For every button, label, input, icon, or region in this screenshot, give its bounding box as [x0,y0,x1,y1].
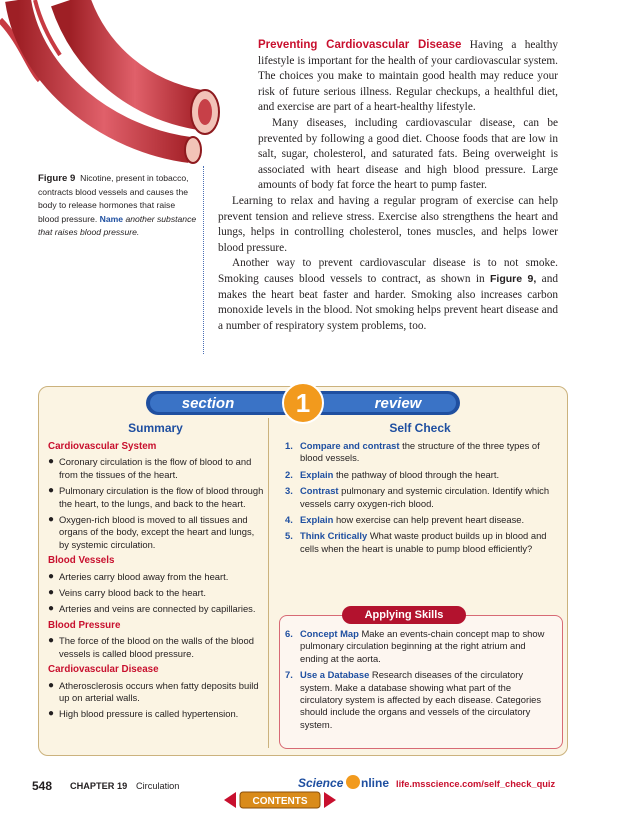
summary-item-text: The force of the blood on the walls of the blood vessels is called blood pressure. [59,635,254,659]
summary-item: ● Arteries and veins are connected by capillaries. [48,603,256,615]
self-check-question: 1. Compare and contrast the structure of the three types of blood vessels. [285,440,540,464]
paragraph-4-a: Another way to prevent cardiovascular disease is to not smoke. Smoking causes blood vessels to contract, as shown in [218,257,558,285]
caption-divider [203,166,204,354]
chapter-label: CHAPTER 19 [70,781,128,791]
summary-heading: Cardiovascular System [48,441,157,452]
summary-item-text: Coronary circulation is the flow of blood to and from the tissues of the heart. [59,456,252,480]
applying-skills-list [285,628,555,735]
summary-item: ● The force of the blood on the walls of the blood vessels is called blood pressure. [48,635,254,659]
self-check-title: Self Check [389,421,451,435]
summary-item-text: Pulmonary circulation is the flow of blood through the heart, to the lungs, and back to the heart. [59,485,264,509]
summary-item: ● Atherosclerosis occurs when fatty deposits build up on arterial walls. [48,679,259,703]
body-text [218,38,558,334]
caption-name-text: another substance that raises blood pressure. [38,213,197,238]
summary-item-text: Arteries carry blood away from the heart. [59,570,229,582]
chapter-title: Circulation [136,781,180,791]
self-check-question: 2. Explain the pathway of blood through the heart. [285,468,500,480]
summary-heading: Blood Vessels [48,555,115,567]
summary-list [48,438,266,725]
science-online-logo[interactable] [296,772,390,792]
summary-item-text: Atherosclerosis occurs when fatty deposits build up on arterial walls. [59,679,259,703]
page-number: 548 [32,779,53,793]
contents-button[interactable] [222,790,338,810]
summary-item-text: Oxygen-rich blood is moved to all tissues and organs of the body, except the heart and lungs, by systemic circulation. [59,514,255,550]
paragraph-3: Learning to relax and having a regular program of exercise can help prevent tension and relieve stress. Exercise also strengthens the heart and lungs, helps in controlling cholesterol, tones muscles, and helps lower blood pressure. [218,194,558,254]
skills-question: 6. Concept Map Make an events-chain concept map to show pulmonary circulation beginning at the right atrium and ending at the aorta. [285,628,545,664]
paragraph-1: Having a healthy lifestyle is important for the health of your cardiovascular system. The choices you make to maintain good health may reduce your risk of future serious illness. Regular checkups, a healthful diet, and exercise are part of a heart-healthy lifestyle. [258,39,558,114]
summary-item-text: High blood pressure is called hypertension. [59,708,239,720]
artery-illustration [0,0,250,165]
paragraph-2: Many diseases, including cardiovascular disease, can be prevented by following a good diet. Choose foods that are low in salt, sugar, cholesterol, and saturated fats. Being overweight is associated with heart disease and high blood pressure. Large amounts of body fat force the heart to pump faster. [258,116,558,192]
previous-arrow-icon[interactable] [224,792,236,808]
caption-name-label: Name [99,213,124,224]
summary-item-text: Arteries and veins are connected by capillaries. [59,603,256,615]
self-check-list [285,440,555,559]
self-check-quiz-link[interactable]: life.msscience.com/self_check_quiz [396,779,556,789]
contents-label: CONTENTS [252,796,308,807]
globe-icon [346,775,360,789]
figure-label: Figure 9 [38,173,76,184]
summary-title: Summary [128,421,183,435]
review-column-divider [268,418,269,748]
section-review-banner [138,381,468,425]
self-check-question: 5. Think Critically What waste product builds up in blood and cells when the heart is unable to pump blood efficiently? [285,530,547,554]
section-heading: Preventing Cardiovascular Disease [258,39,462,51]
summary-item-text: Veins carry blood back to the heart. [59,587,206,599]
summary-heading: Cardiovascular Disease [48,664,159,676]
figure-reference: Figure 9, [490,272,537,285]
summary-item: ● Pulmonary circulation is the flow of blood through the heart, to the lungs, and back to the heart. [48,485,264,509]
logo-online-text: nline [361,776,390,790]
banner-section-text: section [181,395,235,412]
banner-review-text: review [374,395,422,412]
caption-text: Nicotine, present in tobacco, contracts blood vessels and causes the body to release hormones that raise blood pressure. [38,173,189,224]
paragraph-4-b: and makes the heart beat faster and harder. Smoking also increases carbon monoxide levels in the blood. Not smoking helps prevent heart disease and a number of respiratory system problems, too. [218,272,558,332]
skills-question: 7. Use a Database Research diseases of the circulatory system. Make a database showing what part of the circulatory system is affected by each disease. Categories should include the organs and vessels of the circulatory system. [285,669,542,730]
next-arrow-icon[interactable] [324,792,336,808]
self-check-question: 3. Contrast pulmonary and systemic circulation. Identify which vessels carry oxygen-rich blood. [285,485,550,509]
summary-item: ● High blood pressure is called hypertension. [48,708,239,720]
self-check-question: 4. Explain how exercise can help prevent heart disease. [285,514,525,526]
figure-caption [38,172,198,240]
summary-item: ● Arteries carry blood away from the heart. [48,570,229,582]
logo-science-text: Science [298,776,344,790]
summary-heading: Blood Pressure [48,619,121,631]
paragraph-4 [218,256,558,334]
summary-item: ● Oxygen-rich blood is moved to all tissues and organs of the body, except the heart and lungs, by systemic circulation. [48,514,255,550]
summary-item: ● Coronary circulation is the flow of blood to and from the tissues of the heart. [48,456,252,480]
applying-skills-title: Applying Skills [342,606,466,624]
summary-item: ● Veins carry blood back to the heart. [48,587,206,599]
banner-section-number: 1 [295,388,311,418]
